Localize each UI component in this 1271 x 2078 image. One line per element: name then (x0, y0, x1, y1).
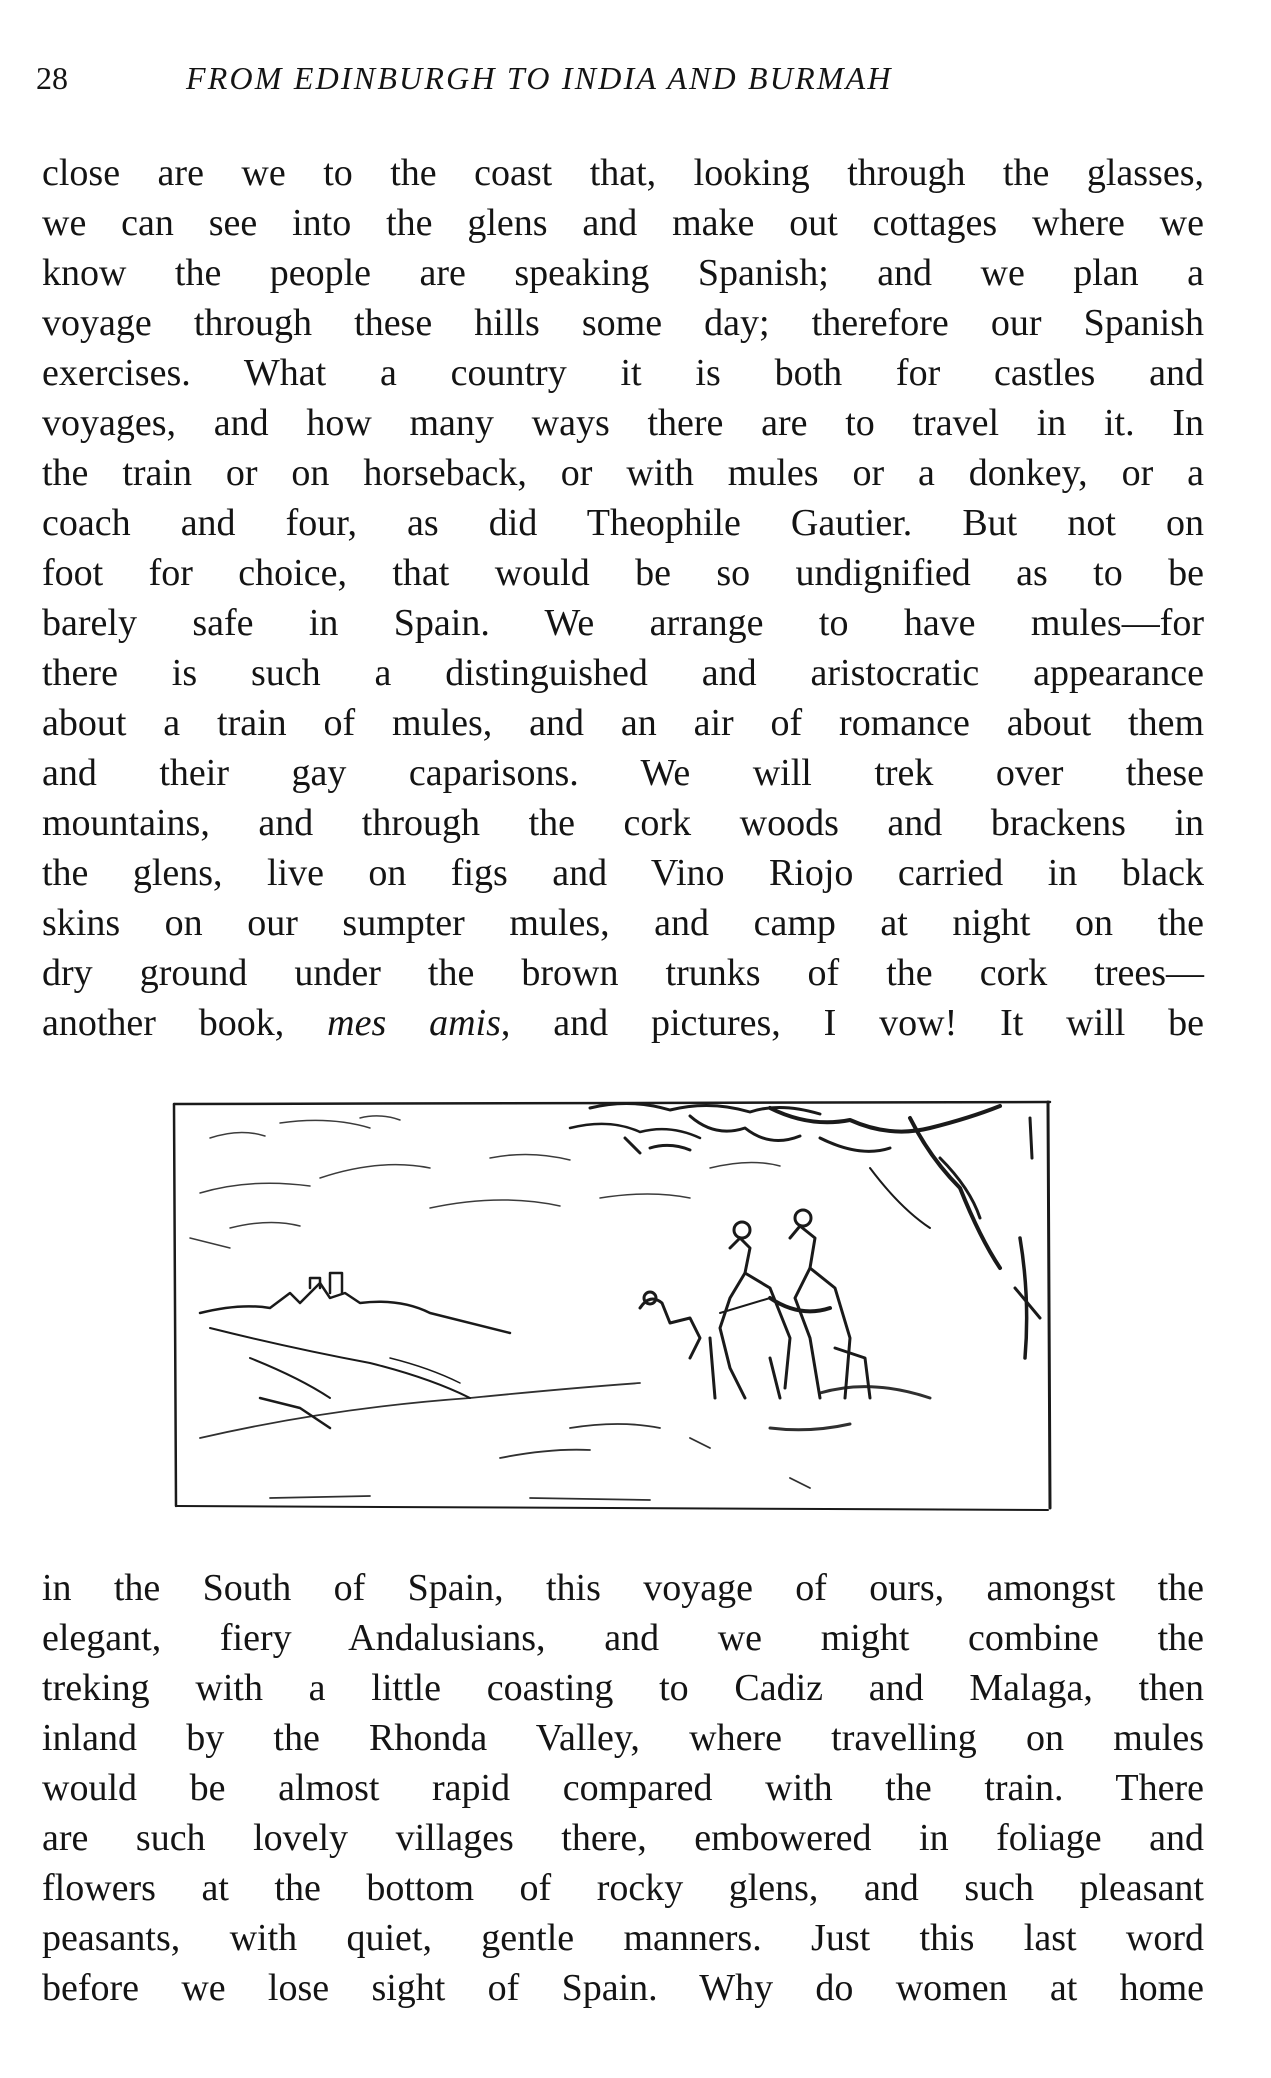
text-line: close are we to the coast that, looking through the glasses, (42, 152, 1204, 194)
text-line: inland by the Rhonda Valley, where travelling on mules (42, 1717, 1204, 1759)
text-line: coach and four, as did Theophile Gautier. But not on (42, 502, 1204, 544)
text-line-last (42, 998, 1204, 1048)
text-line: voyage through these hills some day; therefore our Spanish (42, 302, 1204, 344)
text-line: would be almost rapid compared with the train. There (42, 1767, 1204, 1809)
text-line: about a train of mules, and an air of romance about them (42, 702, 1204, 744)
castle-hills (200, 1273, 510, 1428)
text-line: in the South of Spain, this voyage of ours, amongst the (42, 1567, 1204, 1609)
text-line: voyages, and how many ways there are to travel in it. In (42, 402, 1204, 444)
body-paragraph-bottom (42, 1563, 1204, 2013)
text-line: flowers at the bottom of rocky glens, and such pleasant (42, 1867, 1204, 1909)
text-line: and their gay caparisons. We will trek over these (42, 752, 1204, 794)
text-line: mountains, and through the cork woods and brackens in (42, 802, 1204, 844)
text-line: we can see into the glens and make out cottages where we (42, 202, 1204, 244)
text-fragment: , and pictures, I vow! It will be (500, 1002, 1204, 1044)
text-line: there is such a distinguished and aristocratic appearance (42, 652, 1204, 694)
text-line: skins on our sumpter mules, and camp at night on the (42, 902, 1204, 944)
text-line: peasants, with quiet, gentle manners. Just this last word (42, 1917, 1204, 1959)
ground-strokes (200, 1383, 930, 1500)
text-line: barely safe in Spain. We arrange to have mules—for (42, 602, 1204, 644)
text-line: exercises. What a country it is both for castles and (42, 352, 1204, 394)
text-line: before we lose sight of Spain. Why do women at home (42, 1967, 1204, 2009)
text-fragment: another book, (42, 1002, 328, 1044)
text-line: are such lovely villages there, embowered in foliage and (42, 1817, 1204, 1859)
text-line: the glens, live on figs and Vino Riojo carried in black (42, 852, 1204, 894)
page-header (36, 58, 1202, 98)
text-line: dry ground under the brown trunks of the cork trees— (42, 952, 1204, 994)
text-line: the train or on horseback, or with mules or a donkey, or a (42, 452, 1204, 494)
running-head: FROM EDINBURGH TO INDIA AND BURMAH (186, 60, 893, 96)
illustration-frame (174, 1102, 1050, 1510)
text-line: know the people are speaking Spanish; and we plan a (42, 252, 1204, 294)
body-paragraph-top (42, 148, 1204, 1048)
mule-riders (640, 1210, 870, 1398)
text-line: elegant, fiery Andalusians, and we might combine the (42, 1617, 1204, 1659)
text-line: treking with a little coasting to Cadiz and Malaga, then (42, 1667, 1204, 1709)
italic-phrase: mes amis (327, 1002, 501, 1044)
text-line: foot for choice, that would be so undignified as to be (42, 552, 1204, 594)
page-number: 28 (36, 60, 68, 96)
sketch-illustration (170, 1098, 1052, 1518)
